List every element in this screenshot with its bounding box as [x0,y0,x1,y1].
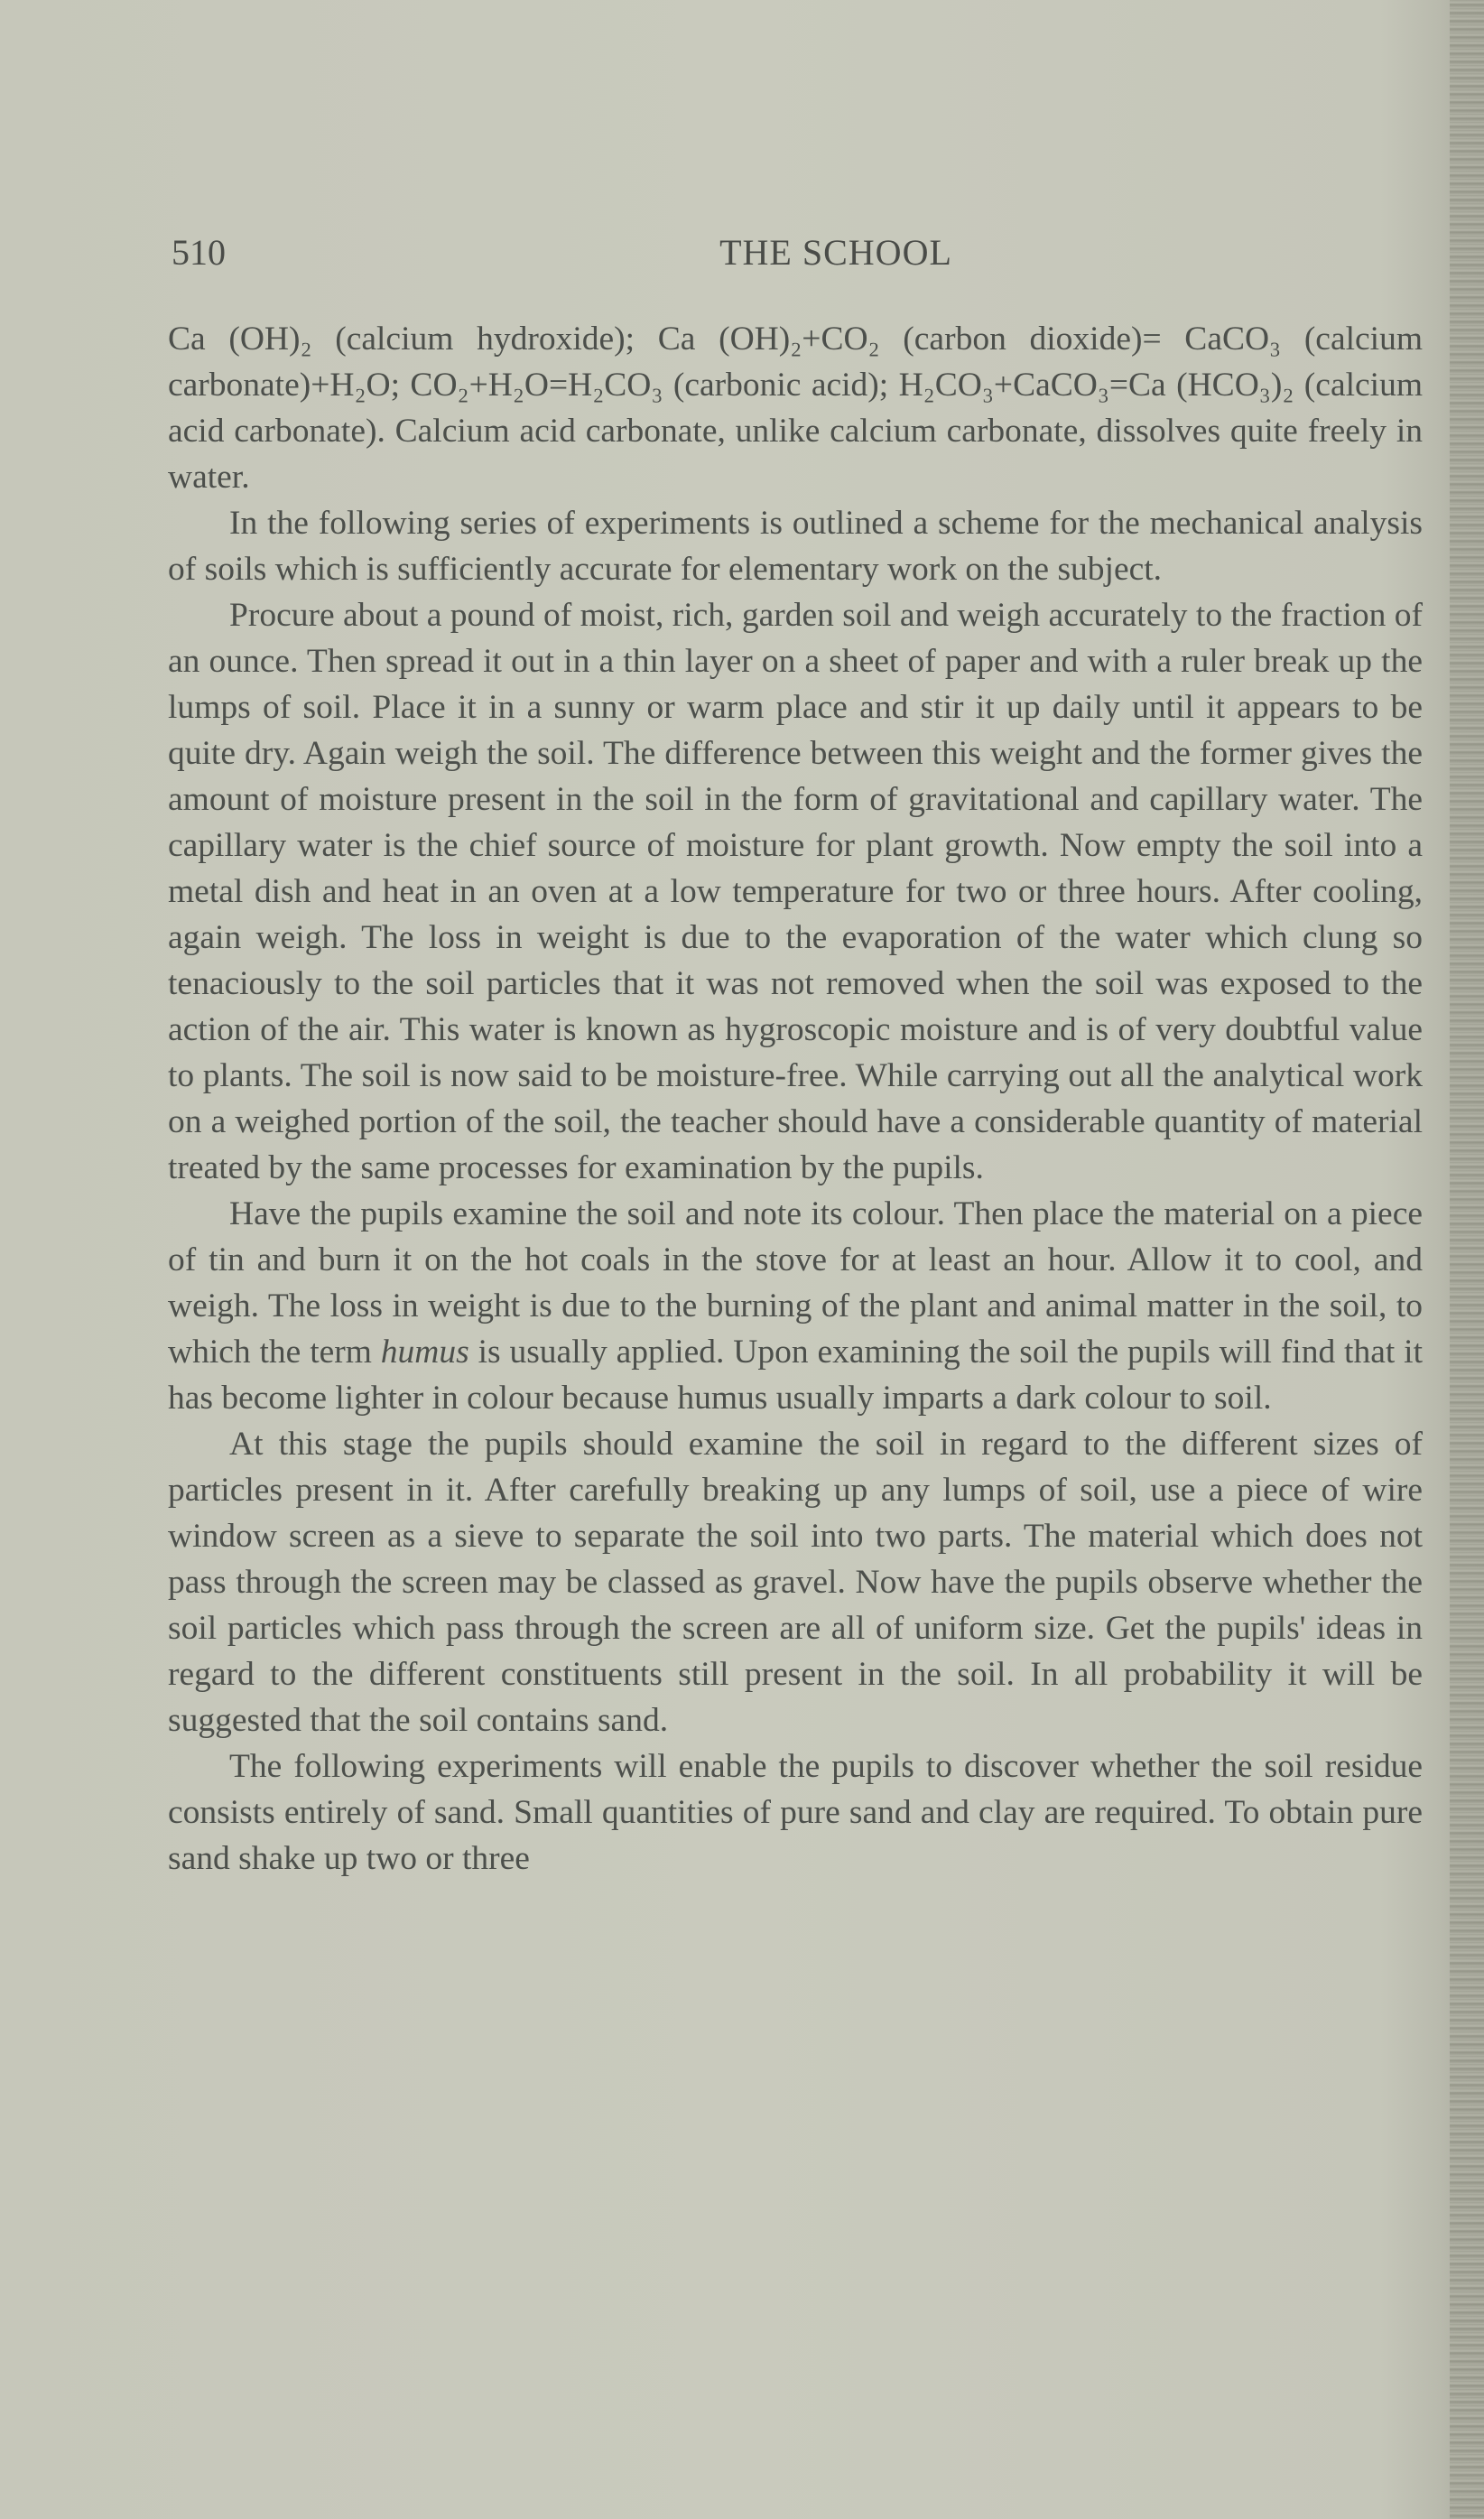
page-header [172,231,1419,274]
body-text [168,316,1423,1882]
humus-text-after: is usually applied. Upon examining the soil the pupils will find that it has become lighter in colour because humus usually imparts a dark colour to soil. [168,1334,1423,1417]
running-head: THE SCHOOL [719,232,952,273]
page-number: 510 [172,232,226,273]
page-edge [1450,0,1484,2519]
paragraph-humus [168,1191,1423,1421]
paragraph-particle-sizes: At this stage the pupils should examine the soil in regard to the different sizes of particles present in it. After carefully breaking up any lumps of soil, use a piece of wire window screen as a sieve to separate the soil into two parts. The material which does not pass through the screen may be classed as gravel. Now have the pupils observe whether the soil particles which pass through the screen are all of uniform size. Get the pupils' ideas in regard to the different constituents still present in the soil. In all probability it will be suggested that the soil contains sand. [168,1426,1423,1739]
humus-text-before: Have the pupils examine the soil and note its colour. Then place the material on a piece of tin and burn it on the hot coals in the stove for at least an hour. Allow it to cool, and weigh. The loss in weight is due to the burning of the plant and animal matter in the soil, to which the term [168,1195,1423,1371]
paragraph-mechanical-analysis: In the following series of experiments is outlined a scheme for the mechanical analysis of soils which is sufficiently accurate for elementary work on the subject. [168,505,1423,588]
humus-term: humus [380,1334,469,1371]
paragraph-moisture-procedure: Procure about a pound of moist, rich, garden soil and weigh accurately to the fraction of an ounce. Then spread it out in a thin layer on a sheet of paper and with a ruler break up the lumps of soil. Place it in a sunny or warm place and stir it up daily until it appears to be quite dry. Again weigh the soil. The difference between this weight and the former gives the amount of moisture present in the soil in the form of gravitational and capillary water. The capillary water is the chief source of moisture for plant growth. Now empty the soil into a metal dish and heat in an oven at a low temperature for two or three hours. After cooling, again weigh. The loss in weight is due to the evaporation of the water which clung so tenaciously to the soil particles that it was not removed when the soil was exposed to the action of the air. This water is known as hygroscopic moisture and is of very doubtful value to plants. The soil is now said to be moisture-free. While carrying out all the analytical work on a weighed portion of the soil, the teacher should have a considerable quantity of material treated by the same processes for examination by the pupils. [168,597,1423,1186]
paragraph-sand-experiments: The following experiments will enable the pupils to discover whether the soil residue consists entirely of sand. Small quantities of pure sand and clay are required. To obtain pure sand shake up two or three [168,1748,1423,1877]
paragraph-chemical-equations: Ca (OH)₂ (calcium hydroxide); Ca (OH)₂+CO₂ (carbon dioxide)= CaCO₃ (calcium carbonate)+H₂O; CO₂+H₂O=H₂CO₃ (carbonic acid); H₂CO₃+CaCO₃=Ca (HCO₃)₂ (calcium acid carbonate). Calcium acid carbonate, unlike calcium carbonate, dissolves quite freely in water. [168,321,1423,496]
